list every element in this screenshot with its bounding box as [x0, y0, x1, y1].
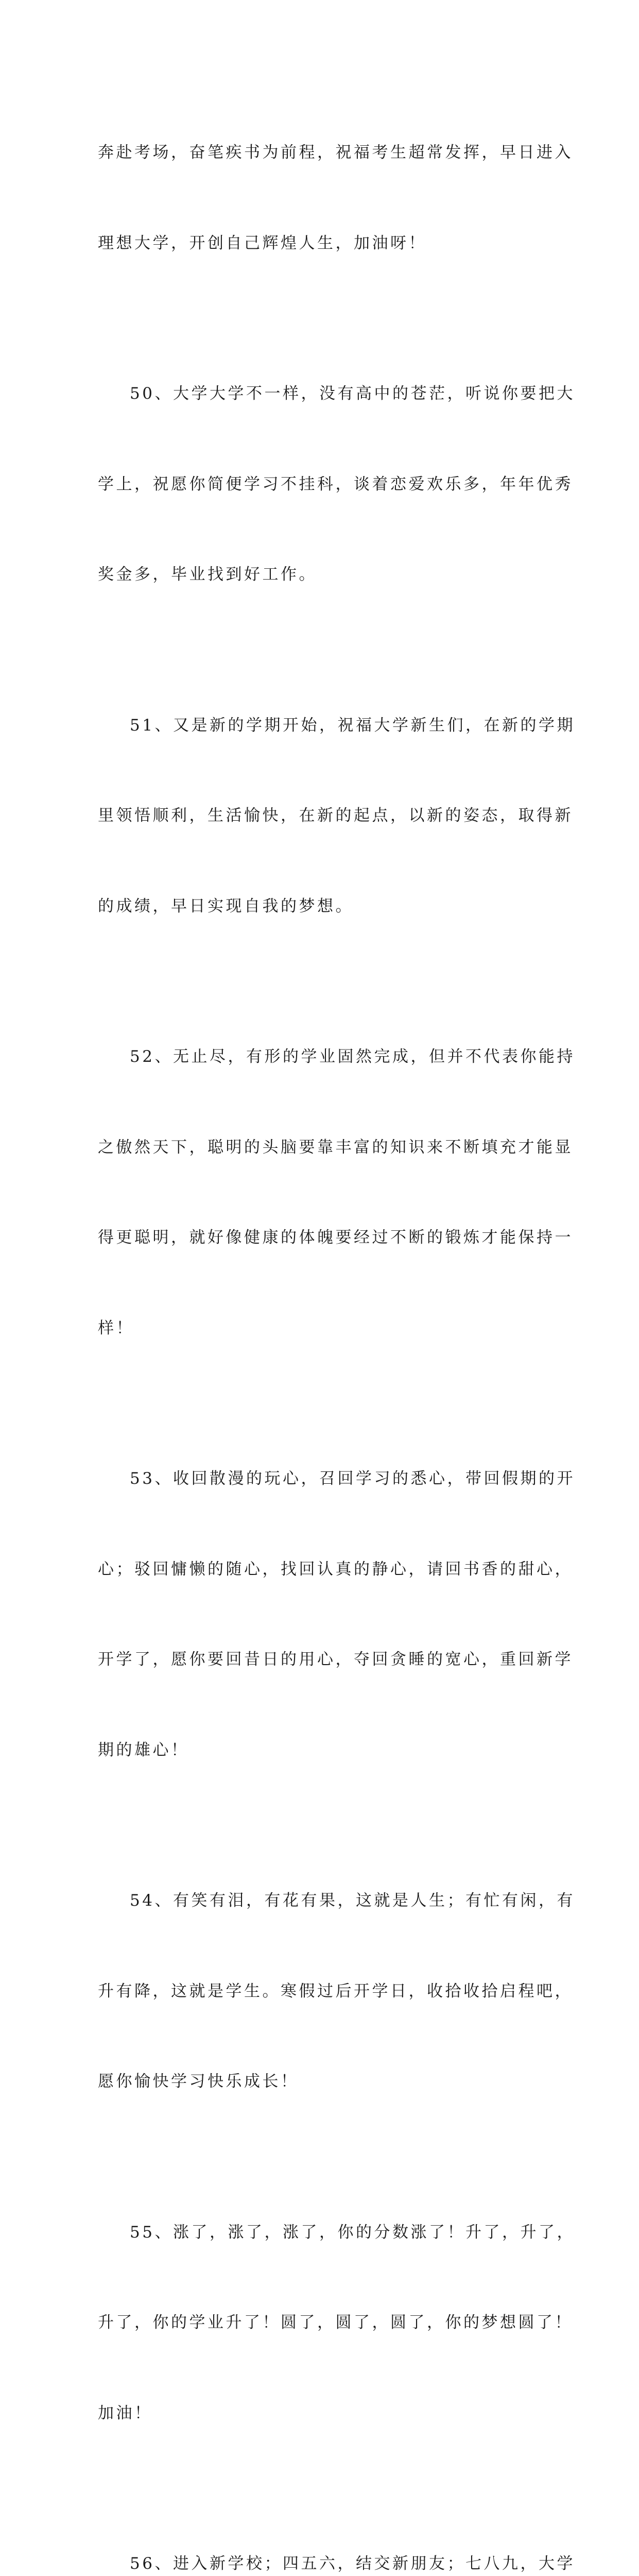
text-line: 学上，祝愿你简便学习不挂科，谈着恋爱欢乐多，年年优秀: [98, 474, 573, 494]
text-line: 心；驳回慵懒的随心，找回认真的静心，请回书香的甜心，: [98, 1560, 573, 1579]
text-line: 理想大学，开创自己辉煌人生，加油呀！: [98, 233, 427, 252]
text-line: 奖金多，毕业找到好工作。: [98, 565, 317, 584]
paragraph-50: [98, 318, 575, 650]
document-body: [98, 77, 575, 2576]
paragraph-53: [98, 1403, 575, 1825]
paragraph-52: [98, 981, 575, 1403]
text-line: 55、涨了，涨了，涨了，你的分数涨了！升了，升了，: [130, 2223, 575, 2242]
text-line: 加油！: [98, 2403, 153, 2422]
paragraph-51: [98, 650, 575, 982]
text-line: 之傲然天下，聪明的头脑要靠丰富的知识来不断填充才能显: [98, 1138, 573, 1157]
text-line: 51、又是新的学期开始，祝福大学新生们，在新的学期: [130, 716, 575, 735]
paragraph-49-continued: [98, 77, 573, 318]
text-line: 56、进入新学校；四五六，结交新朋友；七八九，大学: [130, 2554, 575, 2573]
text-line: 开学了，愿你要回昔日的用心，夺回贪睡的宽心，重回新学: [98, 1650, 573, 1669]
text-line: 50、大学大学不一样，没有高中的苍茫，听说你要把大: [130, 384, 575, 403]
text-line: 期的雄心！: [98, 1740, 189, 1759]
text-line: 升有降，这就是学生。寒假过后开学日，收拾收拾启程吧，: [98, 1981, 573, 2001]
text-line: 52、无止尽，有形的学业固然完成，但并不代表你能持: [130, 1047, 575, 1066]
text-line: 样！: [98, 1318, 134, 1337]
text-line: 得更聪明，就好像健康的体魄要经过不断的锻炼才能保持一: [98, 1228, 573, 1247]
paragraph-54: [98, 1825, 575, 2157]
paragraph-55: [98, 2157, 575, 2489]
text-line: 升了，你的学业升了！圆了，圆了，圆了，你的梦想圆了！: [98, 2313, 573, 2332]
paragraph-56: [98, 2488, 575, 2576]
text-line: 奔赴考场，奋笔疾书为前程，祝福考生超常发挥，早日进入: [98, 143, 573, 162]
text-line: 54、有笑有泪，有花有果，这就是人生；有忙有闲，有: [130, 1891, 575, 1910]
text-line: 的成绩，早日实现自我的梦想。: [98, 896, 354, 916]
text-line: 53、收回散漫的玩心，召回学习的悉心，带回假期的开: [130, 1469, 575, 1488]
text-line: 愿你愉快学习快乐成长！: [98, 2072, 299, 2091]
text-line: 里领悟顺利，生活愉快，在新的起点，以新的姿态，取得新: [98, 806, 573, 825]
